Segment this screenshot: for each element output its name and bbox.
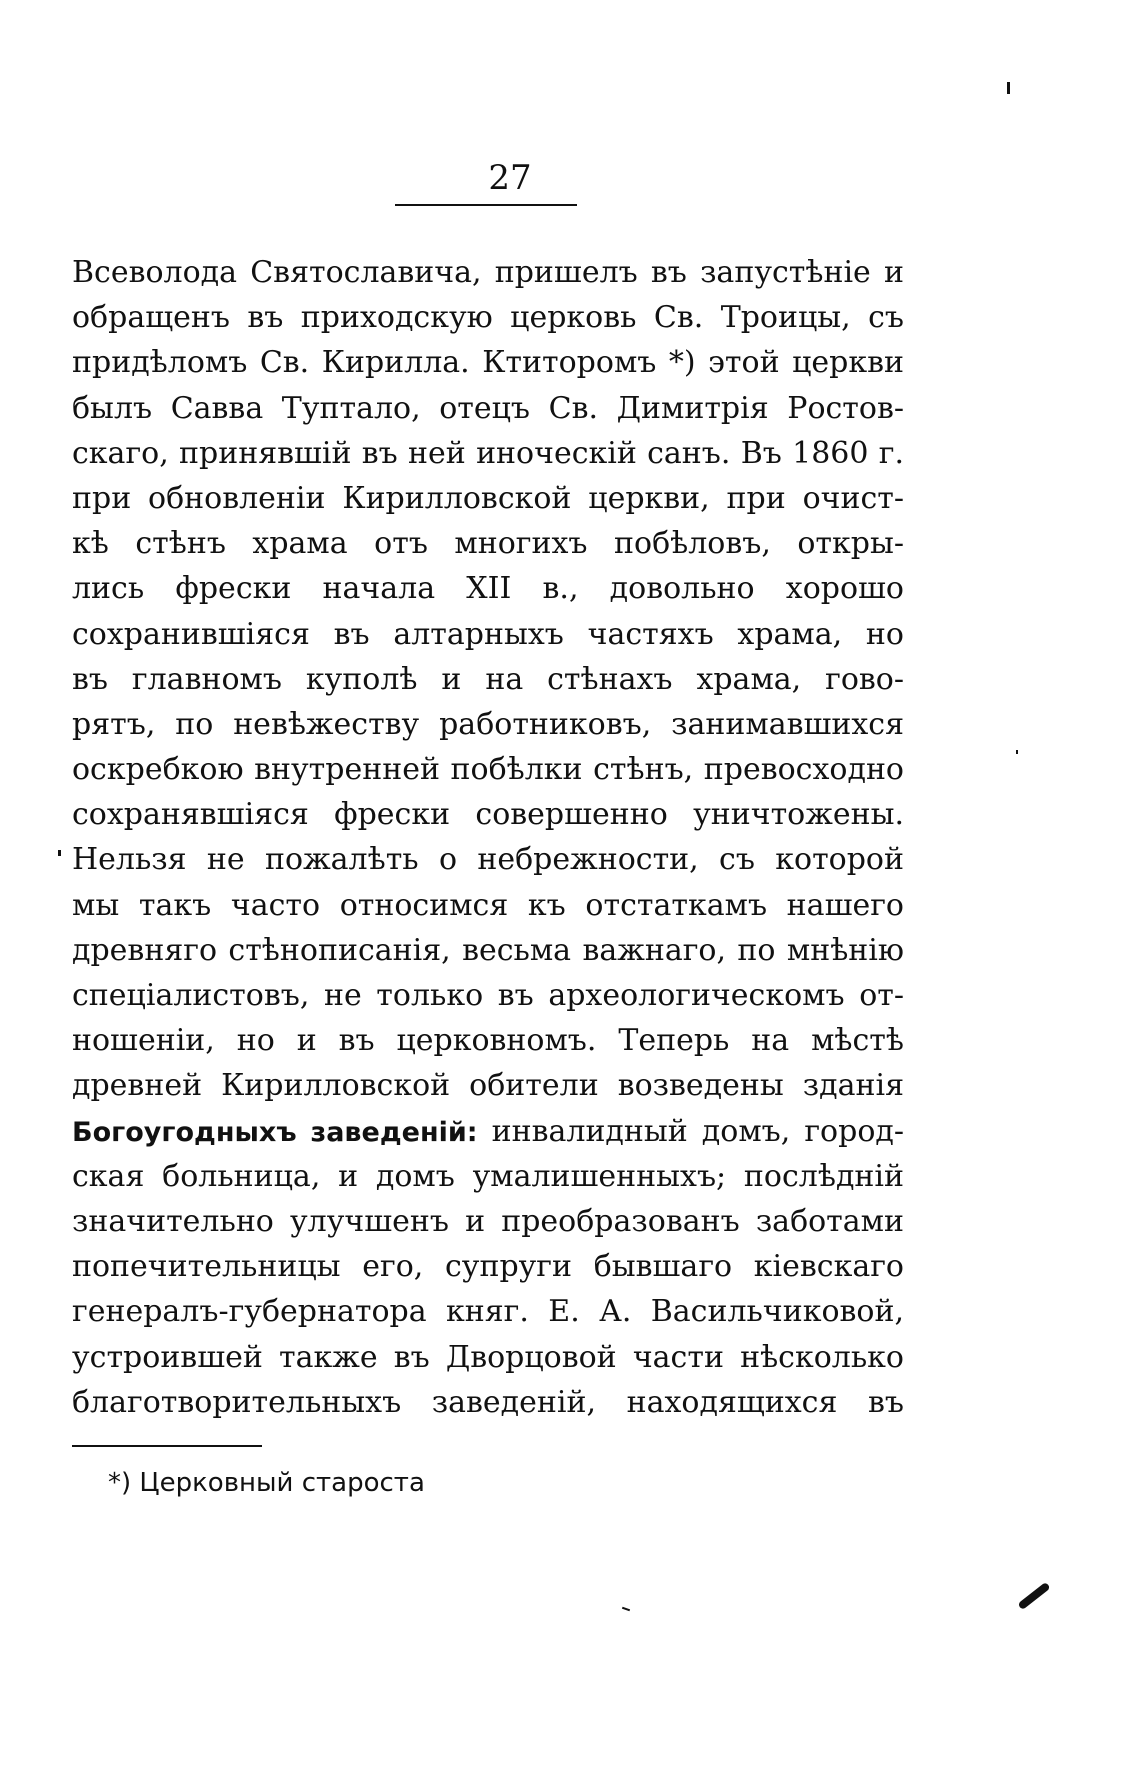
text-run: инвалидный домъ, город- (477, 1113, 904, 1149)
footnote: *) Церковный староста (108, 1468, 425, 1498)
text-line: устроившей также въ Дворцовой части нѣсколько (72, 1339, 904, 1375)
text-line: Нельзя не пожалѣть о небрежности, съ которой (72, 842, 904, 878)
text-line: ская больница, и домъ умалишенныхъ; послѣдній (72, 1158, 904, 1194)
text-line: былъ Савва Туптало, отецъ Св. Димитрія Ростов- (72, 390, 904, 426)
text-line: генералъ-губернатора княг. Е. А. Васильчиковой, (72, 1294, 904, 1330)
text-line: благотворительныхъ заведеній, находящихся въ (72, 1384, 904, 1420)
text-line: ношеніи, но и въ церковномъ. Теперь на мѣстѣ (72, 1023, 904, 1059)
text-line: при обновленіи Кирилловской церкви, при очист- (72, 480, 904, 516)
text-line: древняго стѣнописанія, весьма важнаго, по мнѣнію (72, 932, 904, 968)
text-line: значительно улучшенъ и преобразованъ заботами (72, 1203, 904, 1239)
page-number-rule (395, 204, 577, 206)
page-number: 27 (488, 158, 532, 198)
text-line: въ главномъ куполѣ и на стѣнахъ храма, гово- (72, 661, 904, 697)
footnote-rule (72, 1445, 262, 1447)
text-line: сохранившіяся въ алтарныхъ частяхъ храма, но (72, 616, 904, 652)
text-line: обращенъ въ приходскую церковь Св. Троицы, съ (72, 300, 904, 336)
scan-speck (1016, 750, 1018, 754)
text-line-with-bold (72, 1109, 904, 1154)
body-text (72, 250, 904, 1425)
text-line: рятъ, по невѣжеству работниковъ, занимавшихся (72, 706, 904, 742)
text-line: скаго, принявшій въ ней иноческій санъ. Въ 1860 г. (72, 435, 904, 471)
text-line: оскребкою внутренней побѣлки стѣнъ, превосходно (72, 752, 904, 788)
text-line: Всеволода Святославича, пришелъ въ запустѣніе и (72, 255, 904, 290)
text-line: лись фрески начала XII в., довольно хорошо (72, 571, 904, 607)
text-line: сохранявшіяся фрески совершенно уничтожены. (72, 797, 904, 833)
scan-speck (622, 1607, 630, 1612)
scan-speck (1017, 1582, 1050, 1610)
text-line: кѣ стѣнъ храма отъ многихъ побѣловъ, откры- (72, 526, 904, 562)
text-line: попечительницы его, супруги бывшаго кіевскаго (72, 1249, 904, 1285)
text-line: придѣломъ Св. Кирилла. Ктиторомъ *) этой церкви (72, 345, 904, 381)
scan-speck (1007, 82, 1010, 94)
text-line: мы такъ часто относимся къ отстаткамъ нашего (72, 887, 904, 923)
scan-speck (58, 850, 61, 856)
text-line: древней Кирилловской обители возведены зданія (72, 1068, 904, 1104)
text-line: спеціалистовъ, не только въ археологическомъ от- (72, 978, 904, 1013)
bold-heading-run: Богоугодныхъ заведеній: (72, 1116, 478, 1148)
